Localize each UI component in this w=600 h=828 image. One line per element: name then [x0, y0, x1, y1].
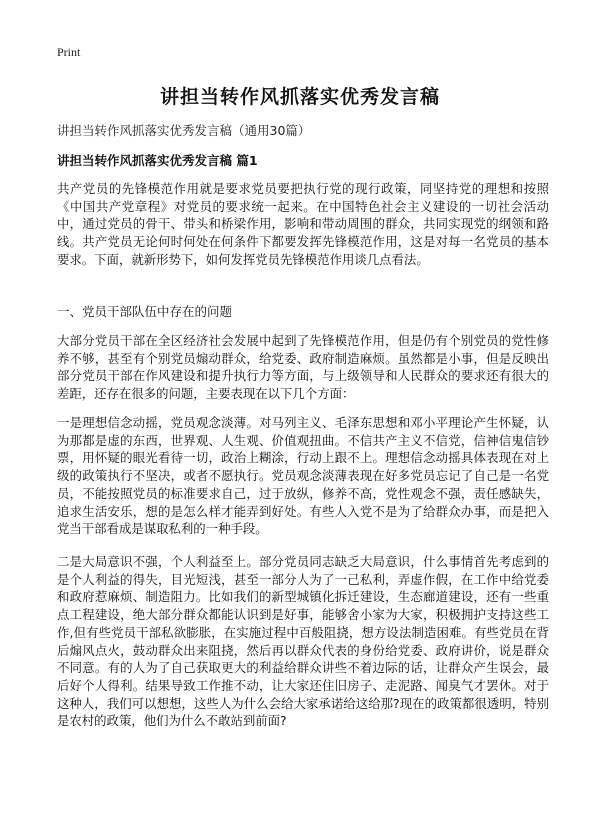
paragraph-overview: 大部分党员干部在全区经济社会发展中起到了先锋模范作用，但是仍有个别党员的党性修养不够，甚至有个别党员煽动群众，给党委、政府制造麻烦。虽然都是小事，但是反映出部分党员干部在作风建设和提升执行力等方面，与上级领导和人民群众的要求还有很大的差距，还存在很多的问题，主要表现在以下几个方面：	[57, 333, 549, 402]
section-heading: 讲担当转作风抓落实优秀发言稿 篇1	[57, 153, 258, 168]
print-link[interactable]: Print	[57, 45, 81, 59]
page-title: 讲担当转作风抓落实优秀发言稿	[159, 86, 440, 108]
sub-heading-problems: 一、党员干部队伍中存在的问题	[57, 304, 233, 319]
document-subtitle: 讲担当转作风抓落实优秀发言稿（通用30篇）	[57, 123, 311, 138]
paragraph-intro: 共产党员的先锋模范作用就是要求党员要把执行党的现行政策，同坚持党的理想和按照《中国共产党章程》对党员的要求统一起来。在中国特色社会主义建设的一切社会活动中，通过党员的骨干、带头和桥梁作用，影响和带动周围的群众，共同实现党的纲领和路线。共产党员无论何时何处在何条件下都要发挥先锋模范作用，这是对每一名党员的基本要求。下面，就新形势下，如何发挥党员先锋模范作用谈几点看法。	[57, 181, 549, 267]
paragraph-point-two: 二是大局意识不强，个人利益至上。部分党员同志缺乏大局意识，什么事情首先考虑到的是个人利益的得失，目光短浅，甚至一部分人为了一己私利，弄虚作假，在工作中给党委和政府惹麻烦、制造阻力。比如我们的新型城镇化拆迁建设，生态廊道建设，还有一些重点工程建设，绝大部分群众都能认识到是好事，能够舍小家为大家，积极拥护支持这些工作,但有些党员干部私欲膨胀，在实施过程中百般阻挠，想方设法制造困难。有些党员在背后煽风点火，鼓动群众出来阻挠，然后再以群众代表的身份给党委、政府讲价，说是群众不同意。有的人为了自己获取更大的利益给群众讲些不着边际的话，让群众产生误会，最后好个人得利。结果导致工作推不动，让大家还住旧房子、走泥路、闻臭气才罢休。对于这种人，我们可以想想，这些人为什么会给大家承诺给这给那?现在的政策都很透明，特别是农村的政策，他们为什么不敢站到前面?	[57, 554, 549, 729]
paragraph-point-one: 一是理想信念动摇，党员观念淡薄。对马列主义、毛泽东思想和邓小平理论产生怀疑，认为那都是虚的东西，世界观、人生观、价值观扭曲。不信共产主义不信党，信神信鬼信钞票，用怀疑的眼光看待一切，政治上糊涂，行动上跟不上。理想信念动摇具体表现在对上级的政策执行不坚决，或者不愿执行。党员观念淡薄表现在好多党员忘记了自己是一名党员，不能按照党员的标准要求自己，过于放纵，修养不高，党性观念不强，责任感缺失，追求生活安乐，想的是怎么样才能弄到好处。有些人入党不是为了给群众办事，而是把入党当干部看成是谋取私利的一种手段。	[57, 415, 549, 537]
